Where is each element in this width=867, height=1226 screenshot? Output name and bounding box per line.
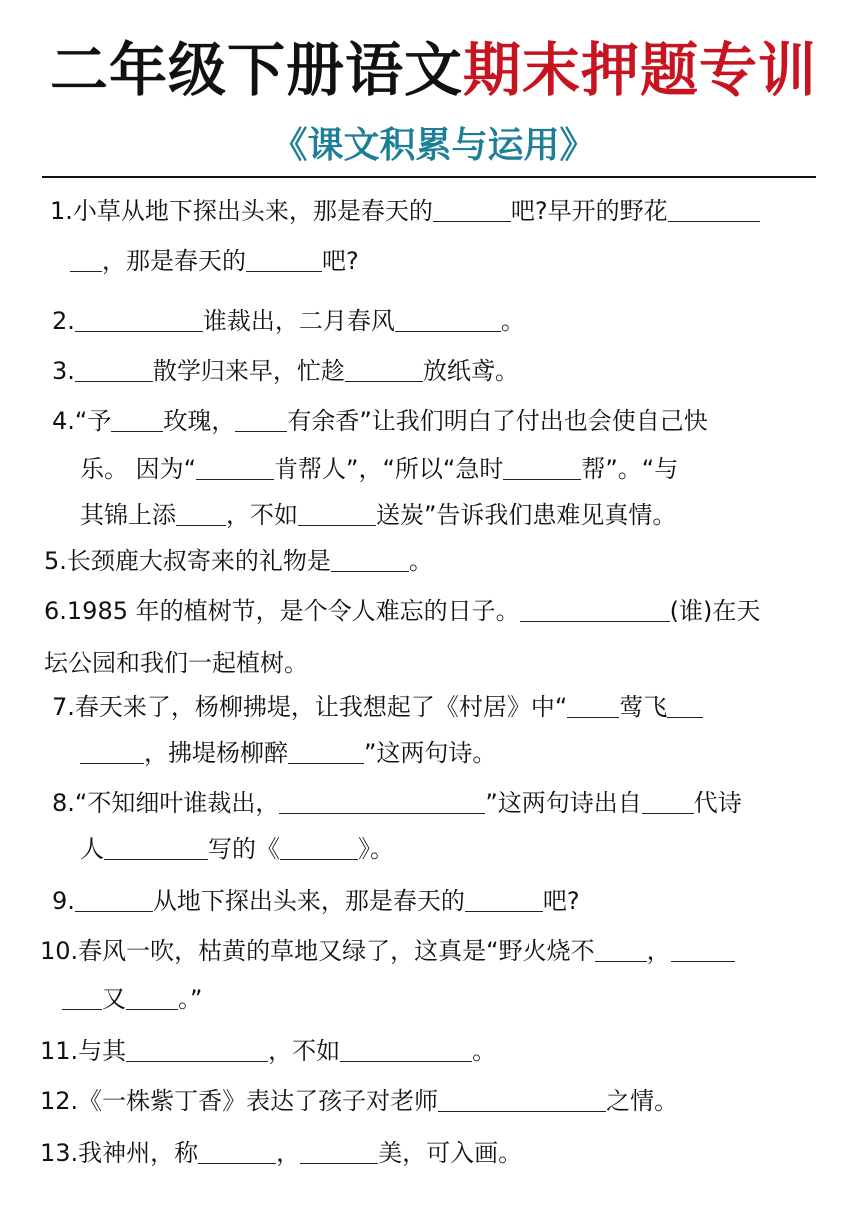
question-13-text-c: 美，可入画。 xyxy=(378,1139,523,1167)
question-6-text-b: (谁)在天 xyxy=(669,597,761,625)
question-4-text-b: 玫瑰， xyxy=(163,407,236,435)
question-13-text-a: 13.我神州，称 xyxy=(40,1139,199,1167)
question-4-text-d: 乐。 因为“ xyxy=(80,455,197,483)
title-black-part: 二年级下册语文 xyxy=(49,36,463,104)
question-9-text-b: 从地下探出头来，那是春天的 xyxy=(152,887,465,915)
question-5-text-b: 。 xyxy=(408,547,433,575)
question-1-line-1 xyxy=(50,194,760,228)
answer-blank[interactable] xyxy=(75,309,203,332)
question-8-text-c: 代诗 xyxy=(693,789,742,817)
answer-blank[interactable] xyxy=(176,503,226,526)
answer-blank[interactable] xyxy=(345,359,423,382)
question-8-line-1 xyxy=(52,786,742,820)
answer-blank[interactable] xyxy=(340,1039,472,1062)
answer-blank[interactable] xyxy=(668,199,760,222)
answer-blank[interactable] xyxy=(433,199,511,222)
answer-blank[interactable] xyxy=(465,889,543,912)
question-7-text-d: ”这两句诗。 xyxy=(364,739,497,767)
answer-blank[interactable] xyxy=(196,457,274,480)
answer-blank[interactable] xyxy=(126,987,178,1010)
question-1-text-c: ，那是春天的 xyxy=(102,247,246,275)
answer-blank[interactable] xyxy=(503,457,581,480)
page-title xyxy=(0,28,867,112)
page-subtitle: 《课文积累与运用》 xyxy=(271,125,596,166)
question-10-text-d: 。” xyxy=(178,985,203,1013)
answer-blank[interactable] xyxy=(667,695,703,718)
question-13 xyxy=(40,1136,522,1170)
answer-blank[interactable] xyxy=(75,359,153,382)
question-6-text-a: 6.1985 年的植树节，是个令人难忘的日子。 xyxy=(44,597,520,625)
question-4-text-g: 其锦上添 xyxy=(80,501,176,529)
question-9-text-a: 9. xyxy=(52,887,75,915)
question-3-text-a: 3. xyxy=(52,357,75,385)
question-11 xyxy=(40,1034,496,1068)
question-7-text-c: ，拂堤杨柳醉 xyxy=(144,739,288,767)
answer-blank[interactable] xyxy=(235,409,287,432)
question-4-line-2 xyxy=(80,452,678,486)
answer-blank[interactable] xyxy=(198,1141,276,1164)
answer-blank[interactable] xyxy=(520,599,670,622)
question-10-text-b: ， xyxy=(646,937,671,965)
question-9 xyxy=(52,884,580,918)
answer-blank[interactable] xyxy=(671,939,735,962)
answer-blank[interactable] xyxy=(70,249,102,272)
question-5-text-a: 5.长颈鹿大叔寄来的礼物是 xyxy=(44,547,331,575)
question-10-line-1 xyxy=(40,934,735,968)
question-7-text-b: 莺飞 xyxy=(619,693,668,721)
answer-blank[interactable] xyxy=(288,741,364,764)
answer-blank[interactable] xyxy=(126,1039,268,1062)
answer-blank[interactable] xyxy=(104,837,208,860)
title-red-part: 期末押题专训 xyxy=(463,36,818,104)
question-6-line-1 xyxy=(44,594,760,628)
question-6-text-c: 坛公园和我们一起植树。 xyxy=(44,649,308,677)
answer-blank[interactable] xyxy=(642,791,694,814)
question-3 xyxy=(52,354,519,388)
question-8-line-2 xyxy=(80,832,394,866)
question-4-text-f: 帮”。“与 xyxy=(581,455,679,483)
question-13-text-b: ， xyxy=(276,1139,301,1167)
question-7-line-2 xyxy=(80,736,496,770)
question-5 xyxy=(44,544,433,578)
answer-blank[interactable] xyxy=(246,249,322,272)
question-4-text-i: 送炭”告诉我们患难见真情。 xyxy=(376,501,677,529)
question-1-text-a: 1.小草从地下探出头来，那是春天的 xyxy=(50,197,433,225)
question-12-text-b: 之情。 xyxy=(606,1087,679,1115)
question-12 xyxy=(40,1084,678,1118)
question-2-text-a: 2. xyxy=(52,307,75,335)
question-4-line-3 xyxy=(80,498,676,532)
question-4-line-1 xyxy=(52,404,708,438)
question-1-text-b: 吧?早开的野花 xyxy=(510,197,668,225)
answer-blank[interactable] xyxy=(280,837,358,860)
question-11-text-c: 。 xyxy=(472,1037,497,1065)
question-10-text-c: 又 xyxy=(102,985,126,1013)
answer-blank[interactable] xyxy=(279,791,485,814)
answer-blank[interactable] xyxy=(395,309,501,332)
question-8-text-a: 8.“不知细叶谁裁出， xyxy=(52,789,280,817)
question-4-text-c: 有余香”让我们明白了付出也会使自己快 xyxy=(287,407,708,435)
question-8-text-f: 》。 xyxy=(358,835,394,863)
question-4-text-h: ，不如 xyxy=(226,501,298,529)
question-2-text-b: 谁裁出，二月春风 xyxy=(202,307,395,335)
question-3-text-b: 散学归来早，忙趁 xyxy=(152,357,345,385)
question-11-text-b: ，不如 xyxy=(268,1037,341,1065)
question-6-line-2 xyxy=(44,646,308,680)
question-3-text-c: 放纸鸢。 xyxy=(422,357,519,385)
question-4-text-e: 肯帮人”，“所以“急时 xyxy=(274,455,504,483)
question-11-text-a: 11.与其 xyxy=(40,1037,127,1065)
question-1-text-d: 吧? xyxy=(322,247,359,275)
answer-blank[interactable] xyxy=(595,939,647,962)
question-10-line-2 xyxy=(62,982,202,1016)
answer-blank[interactable] xyxy=(331,549,409,572)
question-7-text-a: 7.春天来了，杨柳拂堤，让我想起了《村居》中“ xyxy=(52,693,568,721)
question-9-text-c: 吧? xyxy=(542,887,580,915)
question-2-text-c: 。 xyxy=(500,307,525,335)
answer-blank[interactable] xyxy=(298,503,376,526)
answer-blank[interactable] xyxy=(75,889,153,912)
answer-blank[interactable] xyxy=(300,1141,378,1164)
answer-blank[interactable] xyxy=(62,987,102,1010)
question-8-text-e: 写的《 xyxy=(208,835,280,863)
answer-blank[interactable] xyxy=(111,409,163,432)
question-8-text-d: 人 xyxy=(80,835,104,863)
answer-blank[interactable] xyxy=(80,741,144,764)
question-12-text-a: 12.《一株紫丁香》表达了孩子对老师 xyxy=(40,1087,439,1115)
question-8-text-b: ”这两句诗出自 xyxy=(485,789,642,817)
question-7-line-1 xyxy=(52,690,703,724)
question-1-line-2 xyxy=(70,244,359,278)
question-2 xyxy=(52,304,525,338)
answer-blank[interactable] xyxy=(438,1089,606,1112)
answer-blank[interactable] xyxy=(567,695,619,718)
title-divider xyxy=(42,176,816,178)
question-4-text-a: 4.“予 xyxy=(52,407,112,435)
question-10-text-a: 10.春风一吹，枯黄的草地又绿了，这真是“野火烧不 xyxy=(40,937,595,965)
